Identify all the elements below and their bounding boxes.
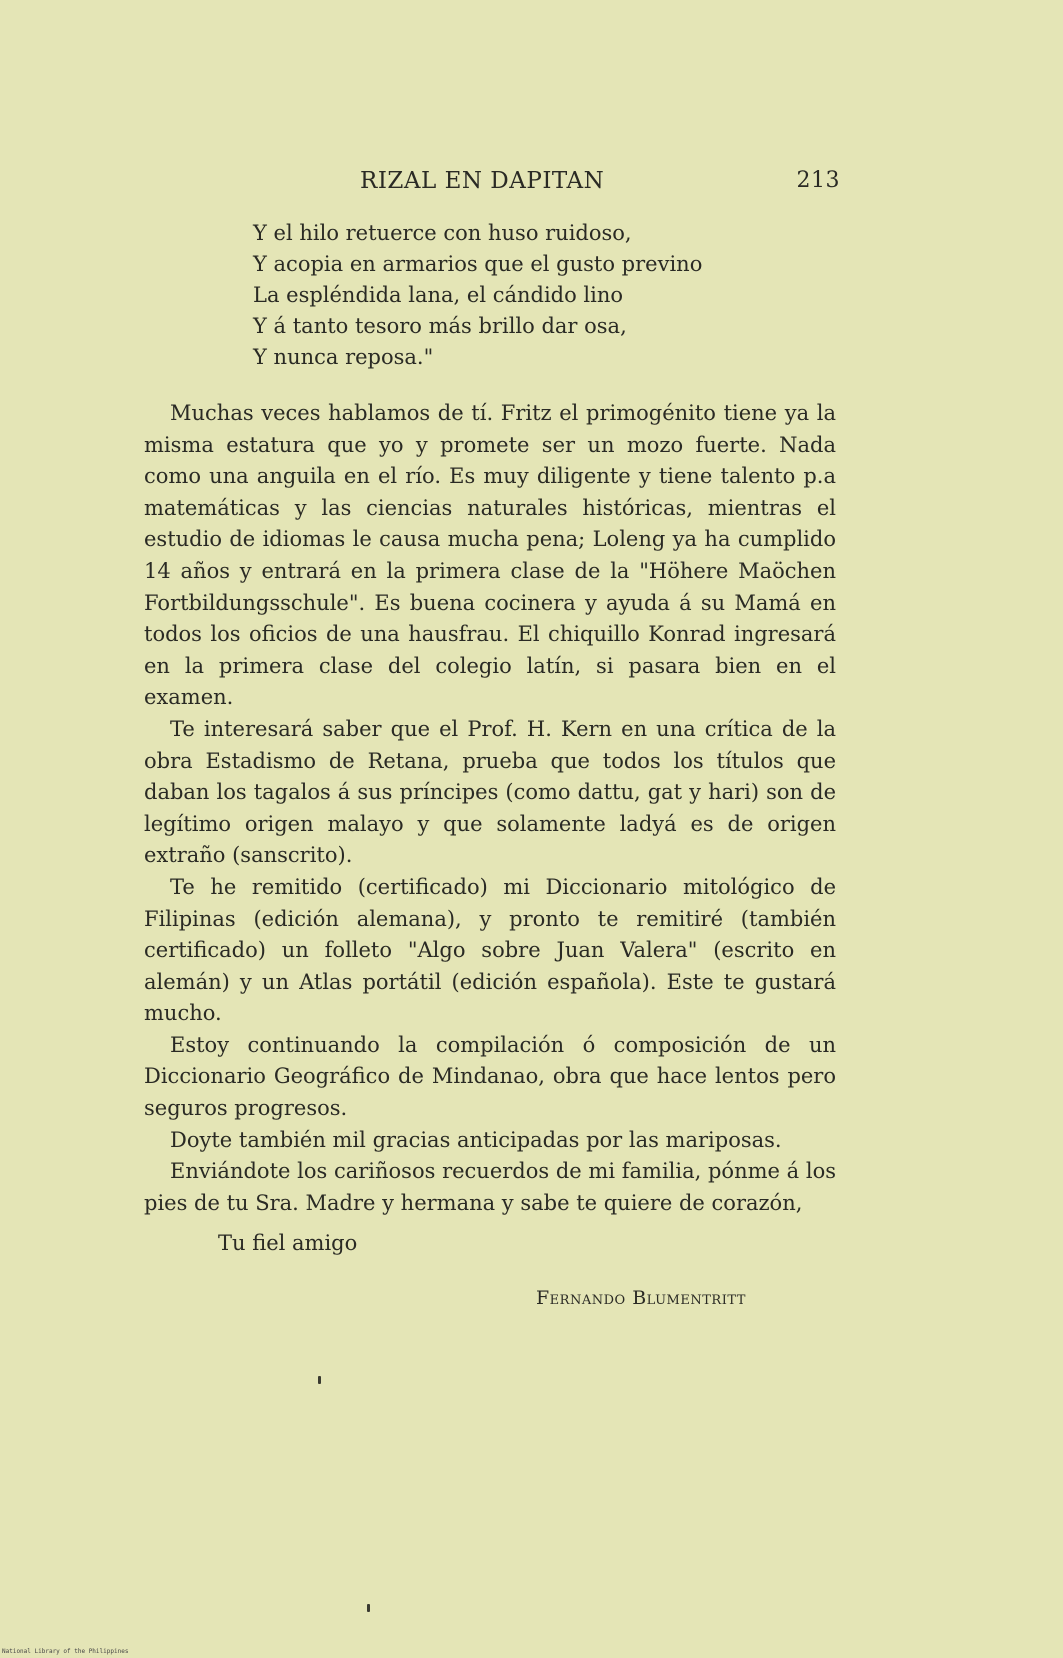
paragraph: Estoy continuando la compilación ó composición de un Diccionario Geográfico de Mindanao, obra que hace lentos pero seguros progresos.: [144, 1032, 836, 1121]
poem-line: Y el hilo retuerce con huso ruidoso,: [253, 221, 632, 245]
poem-line: La espléndida lana, el cándido lino: [253, 283, 624, 307]
paragraph: Te interesará saber que el Prof. H. Kern en una crítica de la obra Estadismo de Retana, prueba que todos los títulos que daban los tagalos á sus príncipes (como dattu, gat y hari) son de legítimo origen malayo y que solamente ladyá es de origen extraño (sanscrito).: [144, 716, 836, 868]
poem-line: Y nunca reposa.": [253, 345, 434, 369]
paragraph: Muchas veces hablamos de tí. Fritz el primogénito tiene ya la misma estatura que yo y promete ser un mozo fuerte. Nada como una anguila en el río. Es muy diligente y tiene talento p.a matemáticas y las ciencias naturales históricas, mientras el estudio de idiomas le causa mucha pena; Loleng ya ha cumplido 14 años y entrará en la primera clase de la "Höhere Maöchen Fortbildungsschule". Es buena cocinera y ayuda á su Mamá en todos los oficios de una hausfrau. El chiquillo Konrad ingresará en la primera clase del colegio latín, si pasara bien en el examen.: [144, 401, 836, 710]
paragraph: Te he remitido (certificado) mi Diccionario mitológico de Filipinas (edición alemana), y pronto te remitiré (también certificado) un folleto "Algo sobre Juan Valera" (escrito en alemán) y un Atlas portátil (edición española). Este te gustará mucho.: [144, 874, 836, 1026]
footer-credit: National Library of the Philippines: [2, 1648, 129, 1655]
running-title: RIZAL EN DAPITAN: [360, 168, 605, 194]
poem-stanza: [253, 218, 702, 373]
closing-line: Tu fiel amigo: [218, 1231, 358, 1255]
print-speck: [367, 1604, 370, 1612]
paragraph: Doyte también mil gracias anticipadas por las mariposas.: [170, 1127, 782, 1152]
page-header: [360, 168, 840, 198]
signature: Fernando Blumentritt: [536, 1287, 746, 1309]
paragraph: Enviándote los cariñosos recuerdos de mi familia, pónme á los pies de tu Sra. Madre y hermana y sabe te quiere de corazón,: [144, 1159, 836, 1215]
letter-body: [144, 398, 836, 1219]
poem-line: Y á tanto tesoro más brillo dar osa,: [253, 314, 627, 338]
poem-line: Y acopia en armarios que el gusto previno: [253, 252, 703, 276]
page-number: 213: [796, 168, 840, 193]
print-speck: [318, 1376, 321, 1384]
